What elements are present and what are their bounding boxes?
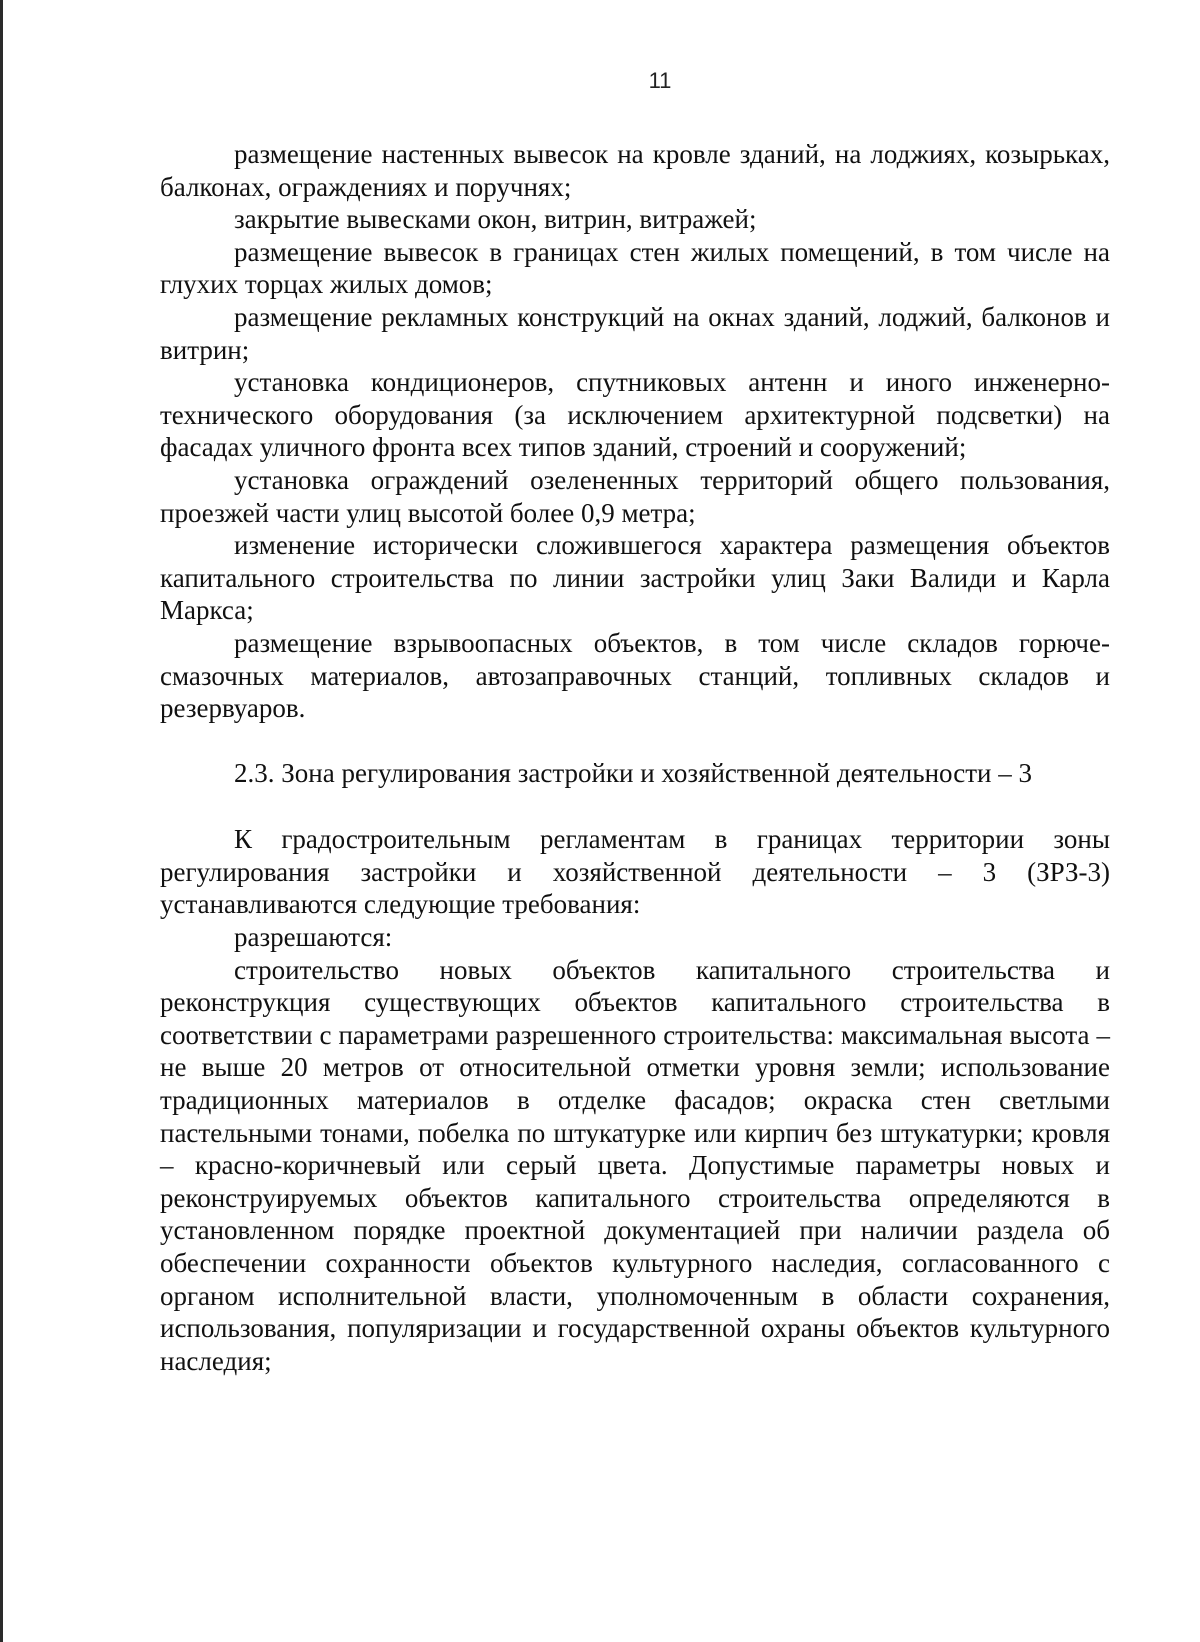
paragraph: размещение рекламных конструкций на окнах зданий, лоджий, балконов и витрин; [160,301,1110,365]
section-heading: 2.3. Зона регулирования застройки и хозяйственной деятельности – 3 [234,757,1032,788]
page-number: 11 [648,68,672,93]
paragraph: установка кондиционеров, спутниковых антенн и иного инженерно-технического оборудования (за исключением архитектурной подсветки) на фасадах уличного фронта всех типов зданий, строений и сооружений; [160,367,1110,463]
paragraph: разрешаются: [234,922,393,953]
paragraph: установка ограждений озелененных территорий общего пользования, проезжей части улиц высотой более 0,9 метра; [160,464,1110,528]
paragraph: закрытие вывесками окон, витрин, витражей; [234,204,757,235]
paragraph: К градостроительным регламентам в границах территории зоны регулирования застройки и хозяйственной деятельности – 3 (ЗРЗ-3) устанавливаются следующие требования: [160,824,1110,920]
paragraph: размещение взрывоопасных объектов, в том числе складов горюче-смазочных материалов, автозаправочных станций, топливных складов и резервуаров. [160,627,1110,724]
paragraph: размещение настенных вывесок на кровле зданий, на лоджиях, козырьках, балконах, ограждениях и поручнях; [160,139,1110,202]
paragraph: изменение исторически сложившегося характера размещения объектов капитального строительства по линии застройки улиц Заки Валиди и Карла Маркса; [160,530,1110,626]
scan-edge-line [0,0,3,1642]
paragraph: строительство новых объектов капитального строительства и реконструкция существующих объектов капитального строительства в соответствии с параметрами разрешенного строительства: максимальная высота – не выше 20 метров от относительной отметки уровня земли; использование традиционных материалов в отделке фасадов; окраска стен светлыми пастельными тонами, побелка по штукатурке или кирпич без штукатурки; кровля – красно-коричневый или серый цвета. Допустимые параметры новых и реконструируемых объектов капитального строительства определяются в установленном порядке проектной документацией при наличии раздела об обеспечении сохранности объектов культурного наследия, согласованного с органом исполнительной власти, уполномоченным в области сохранения, использования, популяризации и государственной охраны объектов культурного наследия; [160,954,1110,1376]
paragraph: размещение вывесок в границах стен жилых помещений, в том числе на глухих торцах жилых домов; [160,236,1110,300]
document-body [160,138,1110,1377]
